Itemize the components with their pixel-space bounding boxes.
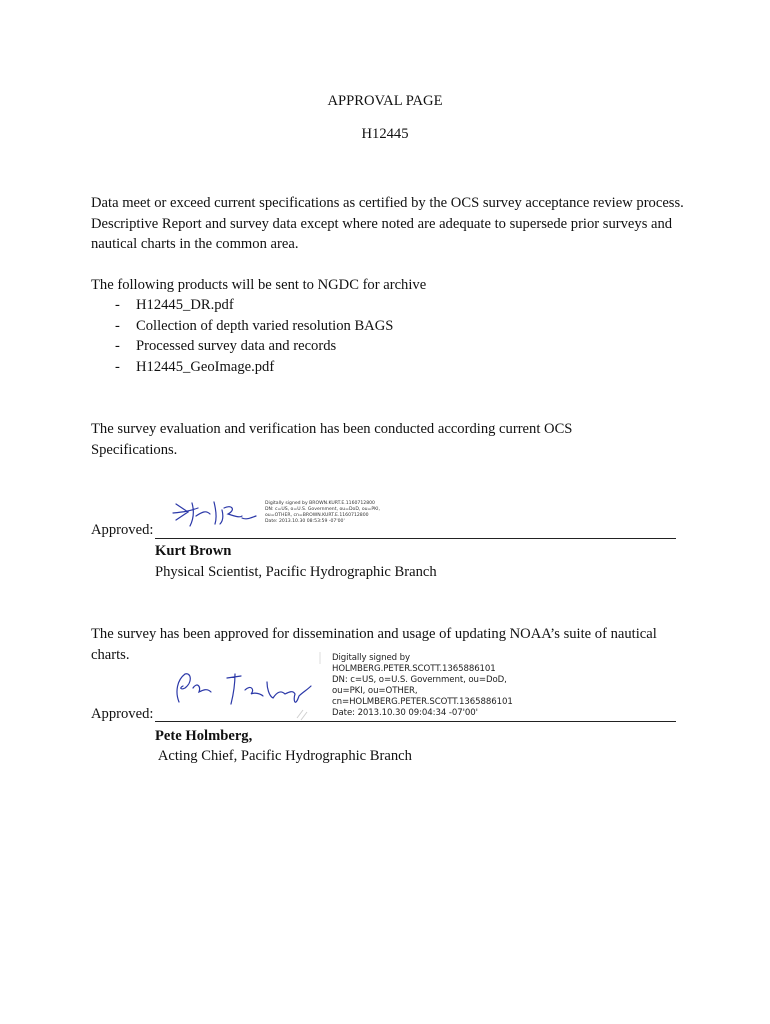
digital-signature-info bbox=[265, 501, 380, 525]
signature-line bbox=[155, 721, 676, 722]
signature-meta-line: HOLMBERG.PETER.SCOTT.1365886101 bbox=[332, 664, 496, 674]
list-dash: - bbox=[115, 338, 120, 354]
signature-meta-line: ou=PKI, ou=OTHER, bbox=[332, 686, 418, 696]
intro-paragraph: Data meet or exceed current specifications as certified by the OCS survey acceptance review process. Descriptive Report and survey data except where noted are adequate to supersede prior surveys and nautical charts in the common area. bbox=[91, 195, 684, 252]
signature-meta-line: Digitally signed by BROWN.KURT.E.1160712800 bbox=[265, 501, 375, 506]
handwritten-signature-icon bbox=[165, 652, 325, 722]
signature-meta-line: ou=OTHER, cn=BROWN.KURT.E.1160712800 bbox=[265, 513, 369, 519]
approved-label: Approved: bbox=[91, 706, 154, 722]
survey-id: H12445 bbox=[361, 126, 409, 142]
list-dash: - bbox=[115, 297, 120, 313]
products-intro: The following products will be sent to NGDC for archive bbox=[91, 277, 427, 293]
list-dash: - bbox=[115, 317, 120, 334]
approver-name: Pete Holmberg, bbox=[155, 728, 253, 744]
approver-title: Physical Scientist, Pacific Hydrographic Branch bbox=[155, 564, 437, 580]
page-title: APPROVAL PAGE bbox=[327, 93, 443, 109]
signature-image bbox=[170, 496, 265, 532]
list-dash: - bbox=[115, 358, 120, 375]
approver-title: Acting Chief, Pacific Hydrographic Branch bbox=[155, 748, 412, 764]
digital-signature-info bbox=[332, 653, 513, 719]
signature-meta-line: DN: c=US, o=U.S. Government, ou=DoD, ou=PKI, bbox=[265, 507, 380, 513]
handwritten-signature-icon bbox=[170, 496, 265, 532]
product-name: H12445_GeoImage.pdf bbox=[136, 358, 275, 375]
list-item bbox=[91, 357, 691, 378]
signature-meta-line: Date: 2013.10.30 09:04:34 -07'00' bbox=[332, 708, 478, 718]
product-name: Processed survey data and records bbox=[136, 338, 337, 354]
signature-meta-line: cn=HOLMBERG.PETER.SCOTT.1365886101 bbox=[332, 697, 513, 707]
signature-meta-line: DN: c=US, o=U.S. Government, ou=DoD, bbox=[332, 675, 507, 685]
products-list bbox=[91, 295, 691, 377]
signature-image bbox=[165, 652, 325, 722]
evaluation-paragraph: The survey evaluation and verification has been conducted according current OCS Specifications. bbox=[91, 421, 573, 458]
approved-label: Approved: bbox=[91, 522, 154, 538]
signature-line bbox=[155, 538, 676, 539]
list-item bbox=[91, 336, 691, 357]
list-item bbox=[91, 295, 691, 316]
signature-meta-line: Digitally signed by bbox=[332, 653, 410, 663]
product-name: Collection of depth varied resolution BAGS bbox=[136, 317, 394, 334]
product-name: H12445_DR.pdf bbox=[136, 297, 234, 313]
approver-name: Kurt Brown bbox=[155, 543, 232, 559]
dissemination-paragraph: The survey has been approved for dissemination and usage of updating NOAA’s suite of nautical charts. bbox=[91, 626, 657, 663]
signature-meta-line: Date: 2013.10.30 08:53:59 -07'00' bbox=[265, 519, 345, 525]
list-item bbox=[91, 316, 691, 337]
